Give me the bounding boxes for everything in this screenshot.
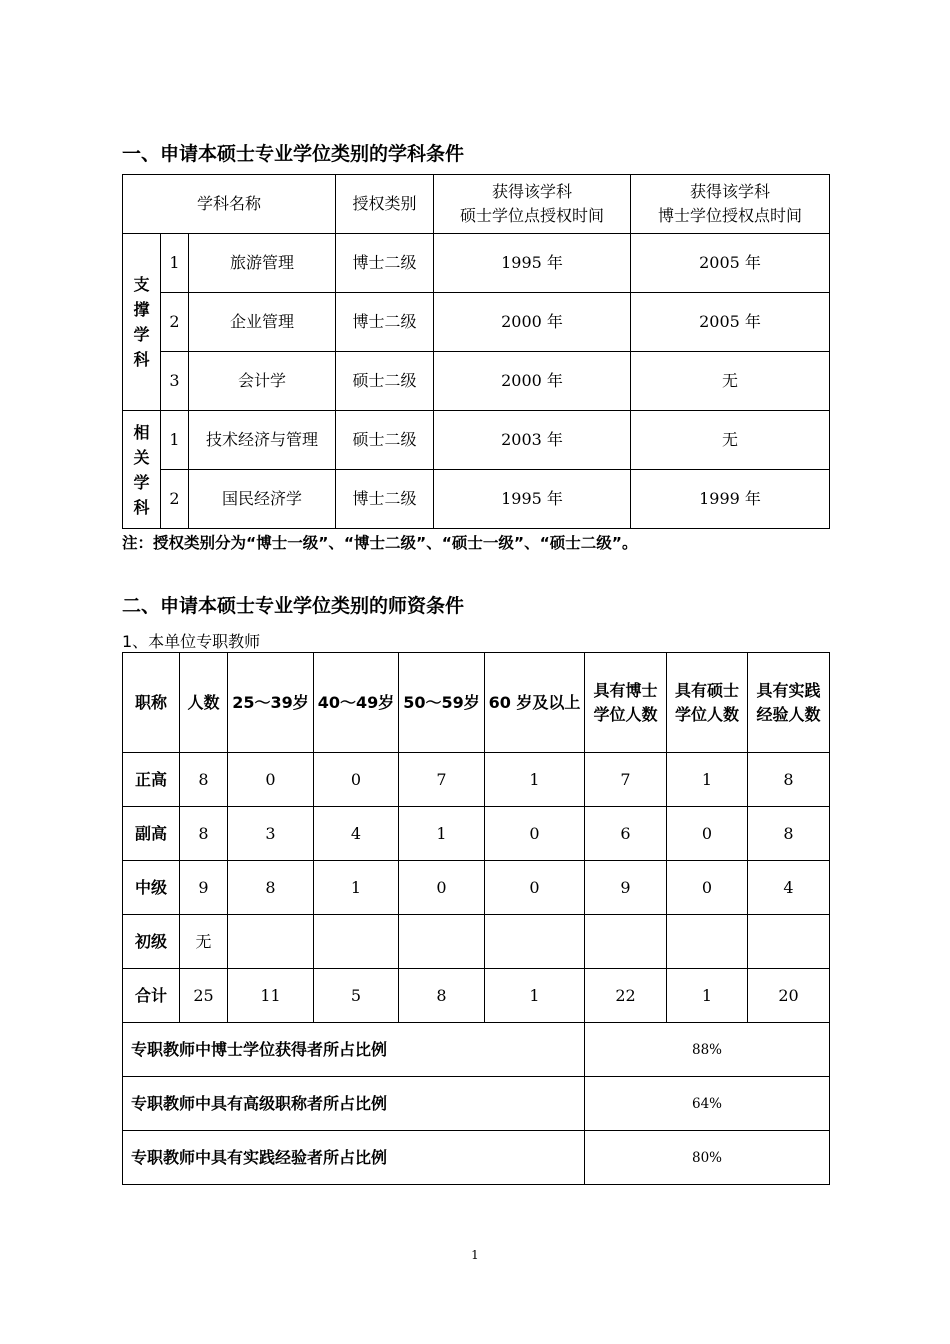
cell: 1 bbox=[485, 969, 585, 1023]
cell: 25 bbox=[180, 969, 228, 1023]
cell: 5 bbox=[314, 969, 399, 1023]
ratio-label: 专职教师中具有实践经验者所占比例 bbox=[123, 1131, 585, 1185]
header-auth-type: 授权类别 bbox=[336, 175, 434, 234]
header-discipline-name: 学科名称 bbox=[123, 175, 336, 234]
cell: 8 bbox=[228, 861, 314, 915]
auth-type: 博士二级 bbox=[336, 234, 434, 293]
group-label-char: 相 bbox=[133, 422, 150, 442]
cell: 8 bbox=[180, 807, 228, 861]
phd-time: 2005 年 bbox=[631, 293, 830, 352]
cell bbox=[485, 915, 585, 969]
discipline-name: 技术经济与管理 bbox=[189, 411, 336, 470]
cell bbox=[585, 915, 667, 969]
header-age-40-49: 40～49岁 bbox=[314, 653, 399, 753]
ratio-label: 专职教师中博士学位获得者所占比例 bbox=[123, 1023, 585, 1077]
header-master-count: 具有硕士学位人数 bbox=[667, 653, 748, 753]
discipline-name: 会计学 bbox=[189, 352, 336, 411]
cell: 0 bbox=[228, 753, 314, 807]
cell bbox=[748, 915, 830, 969]
cell: 0 bbox=[314, 753, 399, 807]
cell: 0 bbox=[667, 807, 748, 861]
cell: 22 bbox=[585, 969, 667, 1023]
row-number: 1 bbox=[161, 411, 189, 470]
cell: 0 bbox=[399, 861, 485, 915]
faculty-table bbox=[122, 652, 830, 1185]
cell: 无 bbox=[180, 915, 228, 969]
group-label-char: 支 bbox=[133, 275, 150, 294]
cell: 1 bbox=[314, 861, 399, 915]
cell: 6 bbox=[585, 807, 667, 861]
section1-title: 一、申请本硕士专业学位类别的学科条件 bbox=[122, 143, 465, 165]
cell: 8 bbox=[180, 753, 228, 807]
row-title: 副高 bbox=[123, 807, 180, 861]
discipline-name: 国民经济学 bbox=[189, 470, 336, 529]
phd-time: 1999 年 bbox=[631, 470, 830, 529]
group-label-char: 撑 bbox=[133, 300, 150, 319]
header-practice-count: 具有实践经验人数 bbox=[748, 653, 830, 753]
cell bbox=[399, 915, 485, 969]
row-number: 3 bbox=[161, 352, 189, 411]
discipline-name: 旅游管理 bbox=[189, 234, 336, 293]
cell: 8 bbox=[748, 807, 830, 861]
cell: 1 bbox=[485, 753, 585, 807]
cell bbox=[228, 915, 314, 969]
header-master-time bbox=[434, 175, 631, 234]
auth-type: 硕士二级 bbox=[336, 352, 434, 411]
cell: 9 bbox=[180, 861, 228, 915]
header-phd-time-line2: 博士学位授权点时间 bbox=[658, 206, 803, 225]
cell: 8 bbox=[748, 753, 830, 807]
cell: 20 bbox=[748, 969, 830, 1023]
header-title: 职称 bbox=[123, 653, 180, 753]
ratio-value: 64% bbox=[585, 1077, 830, 1131]
header-phd-time-line1: 获得该学科 bbox=[690, 182, 771, 201]
master-time: 1995 年 bbox=[434, 470, 631, 529]
group-label-char: 学 bbox=[133, 472, 150, 492]
row-number: 1 bbox=[161, 234, 189, 293]
phd-time: 2005 年 bbox=[631, 234, 830, 293]
header-count: 人数 bbox=[180, 653, 228, 753]
discipline-name: 企业管理 bbox=[189, 293, 336, 352]
group-label-char: 科 bbox=[133, 497, 150, 517]
auth-type: 硕士二级 bbox=[336, 411, 434, 470]
row-title: 中级 bbox=[123, 861, 180, 915]
cell bbox=[667, 915, 748, 969]
auth-type-note: 注：授权类别分为“博士一级”、“博士二级”、“硕士一级”、“硕士二级”。 bbox=[122, 534, 638, 552]
row-title: 合计 bbox=[123, 969, 180, 1023]
cell: 0 bbox=[485, 861, 585, 915]
cell: 1 bbox=[667, 969, 748, 1023]
header-phd-time bbox=[631, 175, 830, 234]
ratio-value: 88% bbox=[585, 1023, 830, 1077]
cell bbox=[314, 915, 399, 969]
header-age-25-39: 25～39岁 bbox=[228, 653, 314, 753]
group-label-char: 关 bbox=[133, 447, 150, 467]
page-number: 1 bbox=[471, 1248, 479, 1262]
group-label-support bbox=[123, 234, 161, 411]
master-time: 2003 年 bbox=[434, 411, 631, 470]
cell: 0 bbox=[667, 861, 748, 915]
cell: 3 bbox=[228, 807, 314, 861]
header-age-60-plus: 60 岁及以上 bbox=[485, 653, 585, 753]
master-time: 2000 年 bbox=[434, 352, 631, 411]
auth-type: 博士二级 bbox=[336, 293, 434, 352]
row-title: 正高 bbox=[123, 753, 180, 807]
ratio-value: 80% bbox=[585, 1131, 830, 1185]
group-label-char: 科 bbox=[133, 350, 150, 369]
phd-time: 无 bbox=[631, 352, 830, 411]
section2-subtitle: 1、本单位专职教师 bbox=[122, 632, 261, 651]
cell: 11 bbox=[228, 969, 314, 1023]
master-time: 1995 年 bbox=[434, 234, 631, 293]
header-age-50-59: 50～59岁 bbox=[399, 653, 485, 753]
cell: 4 bbox=[314, 807, 399, 861]
cell: 4 bbox=[748, 861, 830, 915]
cell: 9 bbox=[585, 861, 667, 915]
header-phd-count: 具有博士学位人数 bbox=[585, 653, 667, 753]
header-master-time-line2: 硕士学位点授权时间 bbox=[460, 206, 605, 225]
discipline-table bbox=[122, 174, 830, 529]
ratio-label: 专职教师中具有高级职称者所占比例 bbox=[123, 1077, 585, 1131]
master-time: 2000 年 bbox=[434, 293, 631, 352]
row-title: 初级 bbox=[123, 915, 180, 969]
row-number: 2 bbox=[161, 293, 189, 352]
section2-title: 二、申请本硕士专业学位类别的师资条件 bbox=[122, 595, 465, 617]
phd-time: 无 bbox=[631, 411, 830, 470]
header-master-time-line1: 获得该学科 bbox=[492, 182, 573, 201]
cell: 7 bbox=[585, 753, 667, 807]
cell: 0 bbox=[485, 807, 585, 861]
cell: 1 bbox=[667, 753, 748, 807]
cell: 7 bbox=[399, 753, 485, 807]
row-number: 2 bbox=[161, 470, 189, 529]
cell: 1 bbox=[399, 807, 485, 861]
group-label-char: 学 bbox=[133, 325, 150, 344]
group-label-related bbox=[123, 411, 161, 529]
cell: 8 bbox=[399, 969, 485, 1023]
auth-type: 博士二级 bbox=[336, 470, 434, 529]
